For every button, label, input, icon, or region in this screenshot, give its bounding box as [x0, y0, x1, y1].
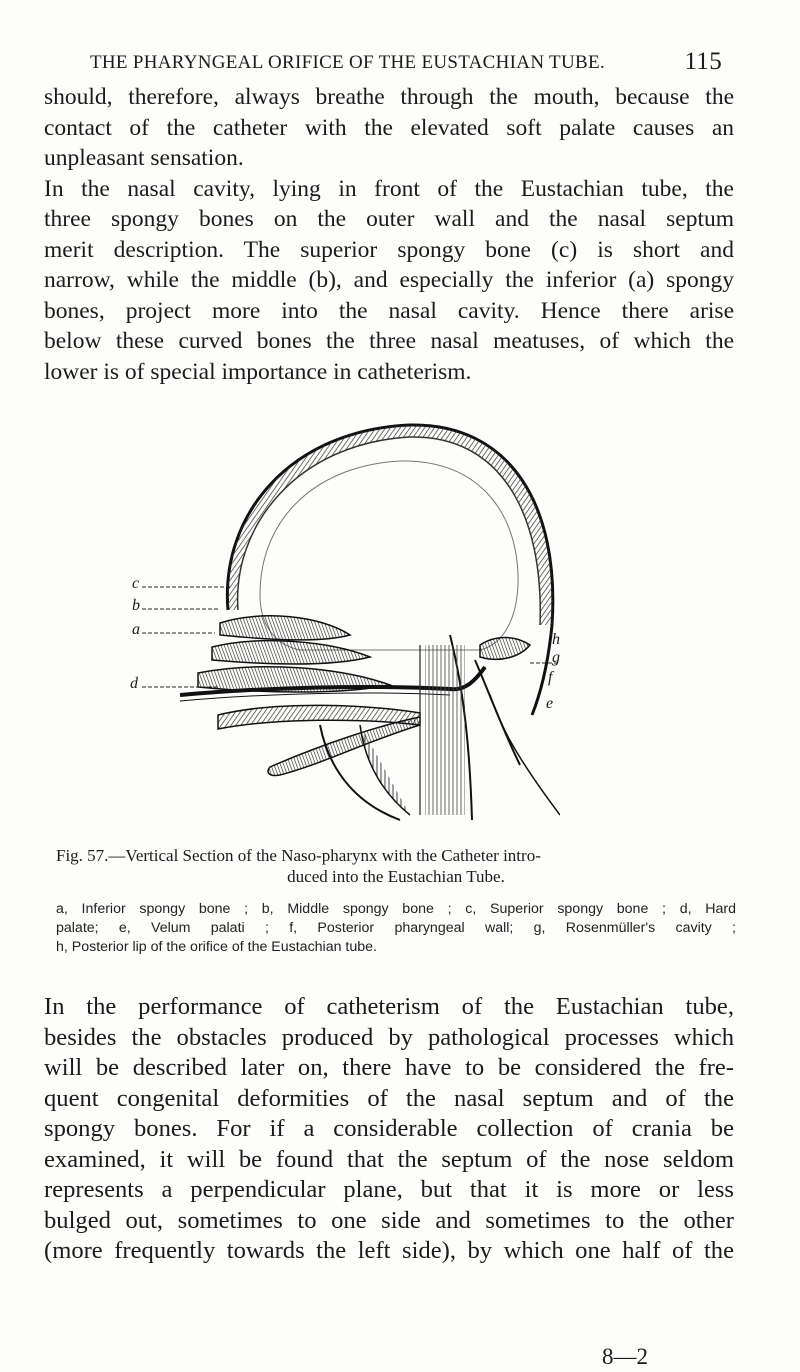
- label-d: d: [130, 675, 138, 692]
- paragraph-1: [44, 82, 734, 387]
- caption-line: duced into the Eustachian Tube.: [287, 867, 505, 886]
- text-line: In the performance of catheterism of the Eustachian tube,: [44, 993, 734, 1020]
- label-g: g: [552, 649, 560, 666]
- text-line: (more frequently towards the left side), by which one half of the: [44, 1237, 734, 1264]
- paragraph-2: [44, 992, 734, 1267]
- caption-line: Fig. 57.—Vertical Section of the Naso-pharynx with the Catheter intro-: [56, 846, 541, 865]
- text-line: below these curved bones the three nasal meatuses, of which the: [44, 328, 734, 354]
- anatomical-illustration: [120, 395, 560, 825]
- text-line: contact of the catheter with the elevated soft palate causes an: [44, 114, 734, 141]
- page-number: 115: [684, 48, 722, 75]
- text-line: merit description. The superior spongy bone (c) is short and: [44, 236, 734, 263]
- label-c: c: [132, 575, 140, 592]
- text-line: bones, project more into the nasal cavity. Hence there arise: [44, 297, 734, 324]
- label-e: e: [546, 695, 554, 712]
- text-line: narrow, while the middle (b), and especially the inferior (a) spongy: [44, 267, 734, 293]
- label-b: b: [132, 597, 140, 614]
- label-f: f: [548, 669, 553, 686]
- legend-line: a, Inferior spongy bone ; b, Middle spongy bone ; c, Superior spongy bone ; d, Hard: [56, 901, 736, 917]
- label-a: a: [132, 621, 140, 638]
- text-line: quent congenital deformities of the nasal septum and of the: [44, 1084, 734, 1112]
- text-line: bulged out, sometimes to one side and sometimes to the other: [44, 1206, 734, 1234]
- running-title: THE PHARYNGEAL ORIFICE OF THE EUSTACHIAN TUBE.: [90, 52, 605, 73]
- label-h: h: [552, 631, 560, 648]
- figure-caption: [56, 845, 736, 887]
- text-line: examined, it will be found that the septum of the nose seldom: [44, 1145, 734, 1173]
- nasopharynx-section-drawing: [120, 395, 560, 825]
- text-line: lower is of special importance in catheterism.: [44, 358, 472, 385]
- text-line: will be described later on, there have to be considered the fre-: [44, 1054, 734, 1081]
- figure-legend: [56, 900, 736, 957]
- legend-line: h, Posterior lip of the orifice of the Eustachian tube.: [56, 939, 377, 955]
- legend-line: palate; e, Velum palati ; f, Posterior pharyngeal wall; g, Rosenmüller's cavity ;: [56, 920, 736, 936]
- text-line: spongy bones. For if a considerable collection of crania be: [44, 1115, 734, 1142]
- text-line: besides the obstacles produced by pathological processes which: [44, 1023, 734, 1051]
- signature-mark: 8—2: [602, 1344, 648, 1369]
- text-line: represents a perpendicular plane, but that it is more or less: [44, 1176, 734, 1203]
- text-line: unpleasant sensation.: [44, 145, 244, 171]
- text-line: three spongy bones on the outer wall and the nasal septum: [44, 206, 734, 232]
- text-line: In the nasal cavity, lying in front of the Eustachian tube, the: [44, 175, 734, 202]
- text-line: should, therefore, always breathe through the mouth, because the: [44, 84, 734, 110]
